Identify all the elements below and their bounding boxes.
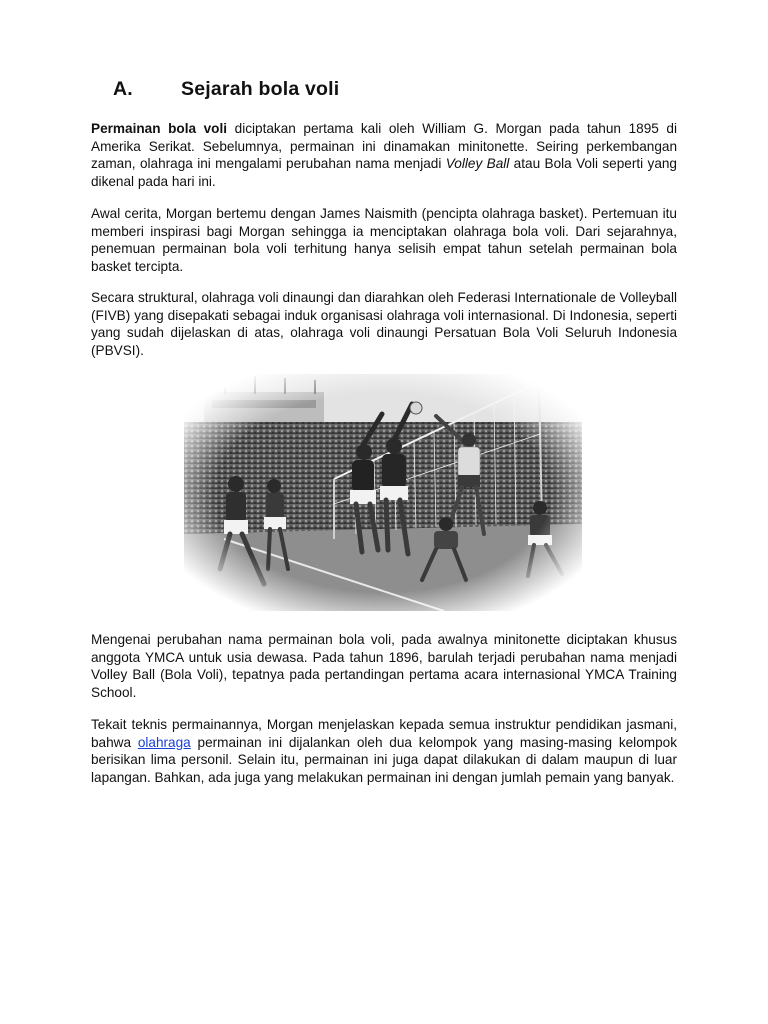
paragraph-5-text-a: Tekait teknis permainannya, Morgan menjelaskan kepada semua instruktur pendidikan jasmani, bahwa <box>91 717 677 750</box>
italic-term: Volley Ball <box>445 156 510 171</box>
photo-vignette <box>184 374 582 611</box>
olahraga-link[interactable]: olahraga <box>137 734 191 750</box>
section-heading <box>113 78 339 101</box>
paragraph-3: Secara struktural, olahraga voli dinaungi dan diarahkan oleh Federasi Internationale de Volleyball (FIVB) yang disepakati sebagai induk organisasi olahraga voli internasional. Di Indonesia, seperti yang sudah dijelaskan di atas, olahraga voli dinaungi Persatuan Bola Voli Seluruh Indonesia (PBVSI). <box>91 290 677 358</box>
paragraph-1-text-a: diciptakan pertama kali oleh William G. Morgan pada tahun 1895 di Amerika Serikat. Sebelumnya, permainan ini dinamakan minitonette. Seiring perkembangan zaman, olahraga ini mengalami perubahan nama menjadi <box>91 121 677 171</box>
photo-illustration <box>184 374 582 611</box>
paragraph-1-text-b: atau Bola Voli seperti yang dikenal pada hari ini. <box>91 156 677 189</box>
paragraph-2: Awal cerita, Morgan bertemu dengan James Naismith (pencipta olahraga basket). Pertemuan itu memberi inspirasi bagi Morgan sehingga ia menciptakan olahraga bola voli. Dari sejarahnya, penemuan permainan bola voli terhitung hanya selisih empat tahun setelah permainan bola basket tercipta. <box>91 206 677 274</box>
paragraph-1 <box>91 120 677 190</box>
paragraph-5-text-b: permainan ini dijalankan oleh dua kelompok yang masing-masing kelompok berisikan lima personil. Selain itu, permainan ini juga dapat dilakukan di dalam maupun di luar lapangan. Bahkan, ada juga yang melakukan permainan ini dengan jumlah pemain yang banyak. <box>91 734 677 785</box>
section-title: Sejarah bola voli <box>181 78 340 100</box>
section-number: A. <box>113 78 133 100</box>
bold-lead: Permainan bola voli <box>91 121 228 136</box>
volleyball-match-photo <box>184 374 582 611</box>
paragraph-4: Mengenai perubahan nama permainan bola voli, pada awalnya minitonette diciptakan khusus anggota YMCA untuk usia dewasa. Pada tahun 1896, barulah terjadi perubahan nama menjadi Volley Ball (Bola Voli), tepatnya pada pertandingan pertama acara internasional YMCA Training School. <box>91 632 677 700</box>
paragraph-5 <box>91 716 677 786</box>
